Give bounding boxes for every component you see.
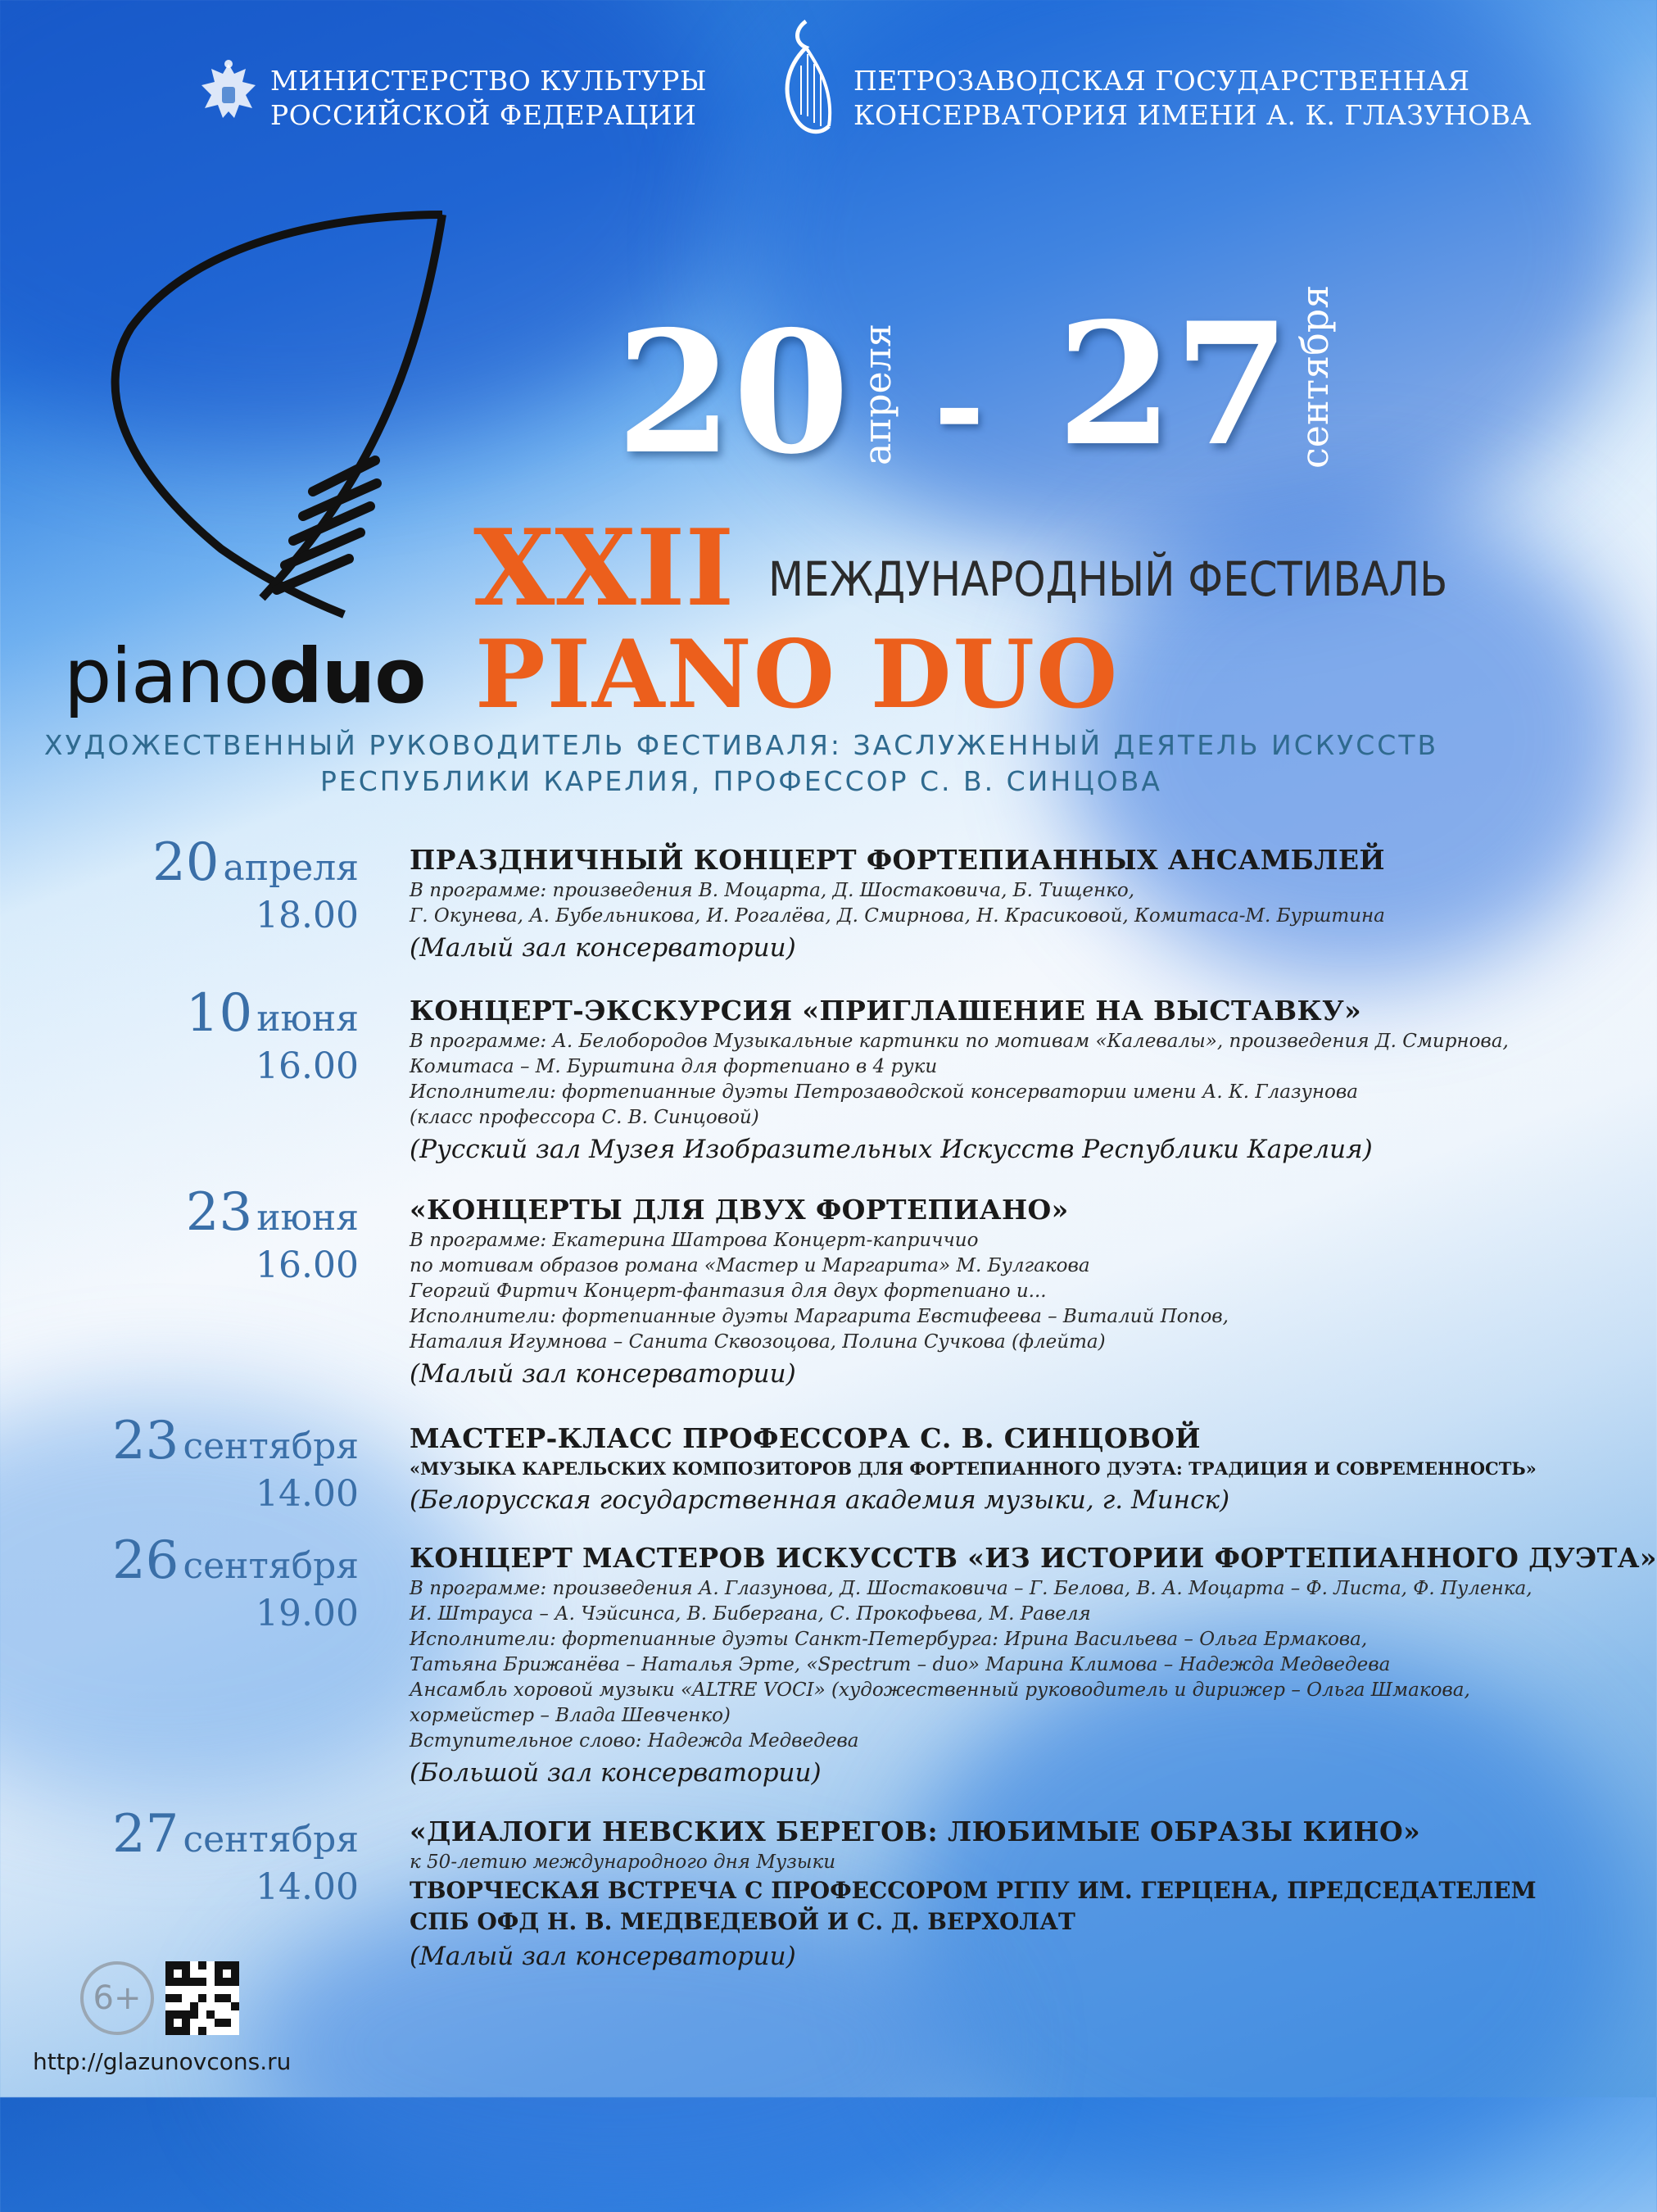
event-program-line: Г. Окунева, А. Бубельникова, И. Рогалёва, Д. Смирнова, Н. Красиковой, Комитаса-М. Бурштина	[410, 905, 1385, 927]
event-venue: (Малый зал консерватории)	[410, 1942, 796, 1971]
event-details	[410, 993, 1509, 1168]
event-day: 27	[111, 1804, 179, 1865]
event-time: 16.00	[256, 1244, 359, 1286]
festival-kind: МЕЖДУНАРОДНЫЙ ФЕСТИВАЛЬ	[768, 551, 1448, 607]
start-day: 20	[616, 295, 850, 492]
festival-director	[0, 728, 1483, 800]
event-program-line: Георгий Фиртич Концерт-фантазия для двух фортепиано и...	[410, 1281, 1047, 1302]
age-rating-badge: 6+	[80, 1961, 154, 2035]
event-month: сентября	[183, 1545, 359, 1587]
event-time: 19.00	[256, 1593, 359, 1634]
event-venue: (Малый зал консерватории)	[410, 933, 796, 963]
start-month: апреля	[855, 324, 899, 465]
director-line-1: ХУДОЖЕСТВЕННЫЙ РУКОВОДИТЕЛЬ ФЕСТИВАЛЯ: ЗАСЛУЖЕННЫЙ ДЕЯТЕЛЬ ИСКУССТВ	[43, 729, 1439, 761]
event-time: 18.00	[256, 895, 359, 936]
event-subtitle: «МУЗЫКА КАРЕЛЬСКИХ КОМПОЗИТОРОВ ДЛЯ ФОРТЕПИАННОГО ДУЭТА: ТРАДИЦИЯ И СОВРЕМЕННОСТЬ»	[410, 1458, 1537, 1479]
event-day: 10	[185, 983, 253, 1044]
event-venue: (Большой зал консерватории)	[410, 1758, 822, 1788]
harp-logo-icon	[762, 18, 852, 141]
event-program-line: Исполнители: фортепианные дуэты Санкт-Петербурга: Ирина Васильева – Ольга Ермакова,	[410, 1629, 1368, 1650]
event-date	[186, 983, 359, 1087]
event-program-line: В программе: произведения А. Глазунова, Д. Шостаковича – Г. Белова, В. А. Моцарта – Ф. Листа, Ф. Пуленка,	[410, 1578, 1532, 1599]
date-dash: -	[934, 334, 985, 478]
event-day: 20	[152, 832, 220, 893]
event-date	[152, 832, 359, 936]
event-program-line: Исполнители: фортепианные дуэты Петрозаводской консерватории имени А. К. Глазунова	[410, 1081, 1358, 1103]
event-details	[410, 1540, 1657, 1792]
event-title: МАСТЕР-КЛАСС ПРОФЕССОРА С. В. СИНЦОВОЙ	[410, 1422, 1202, 1454]
conservatory-line-2: КОНСЕРВАТОРИЯ ИМЕНИ А. К. ГЛАЗУНОВА	[853, 99, 1532, 131]
event-program-line: Наталия Игумнова – Санита Сквозоцова, Полина Сучкова (флейта)	[410, 1331, 1106, 1353]
event-day: 23	[111, 1411, 179, 1471]
event-program-line: (класс профессора С. В. Синцовой)	[410, 1107, 759, 1128]
event-program-line: В программе: Екатерина Шатрова Концерт-каприччио	[410, 1230, 979, 1251]
event-program-line: И. Штрауса – А. Чэйсинса, В. Бибергана, С. Прокофьева, М. Равеля	[410, 1603, 1091, 1625]
event-title: ПРАЗДНИЧНЫЙ КОНЦЕРТ ФОРТЕПИАННЫХ АНСАМБЛЕЙ	[410, 844, 1385, 876]
event-details	[410, 1192, 1450, 1393]
event-month: сентября	[183, 1426, 359, 1467]
event-program-line: хормейстер – Влада Шевченко)	[410, 1705, 731, 1726]
festival-name: PIANO DUO	[475, 619, 1120, 729]
event-title: «ДИАЛОГИ НЕВСКИХ БЕРЕГОВ: ЛЮБИМЫЕ ОБРАЗЫ КИНО»	[410, 1815, 1421, 1847]
event-venue: (Белорусская государственная академия музыки, г. Минск)	[410, 1485, 1230, 1515]
event-program-line: по мотивам образов романа «Мастер и Маргарита» М. Булгакова	[410, 1255, 1090, 1276]
event-day: 23	[185, 1182, 253, 1243]
event-month: июня	[256, 998, 359, 1040]
event-details	[410, 1421, 1537, 1519]
event-title: «КОНЦЕРТЫ ДЛЯ ДВУХ ФОРТЕПИАНО»	[410, 1194, 1069, 1226]
ministry-line-1: МИНИСТЕРСТВО КУЛЬТУРЫ	[270, 65, 707, 97]
event-bold-line: СПБ ОФД Н. В. МЕДВЕДЕВОЙ И С. Д. ВЕРХОЛАТ	[410, 1908, 1075, 1935]
event-month: июня	[256, 1197, 359, 1239]
event-program-line: Ансамбль хоровой музыки «ALTRE VOCI» (художественный руководитель и дирижер – Ольга Шмакова,	[410, 1679, 1470, 1701]
festival-number: XXII	[473, 507, 735, 630]
event-date	[112, 1411, 359, 1515]
event-month: апреля	[223, 847, 359, 889]
event-date	[186, 1182, 359, 1286]
pianoduo-logo-text	[64, 632, 426, 720]
director-line-2: РЕСПУБЛИКИ КАРЕЛИЯ, ПРОФЕССОР С. В. СИНЦОВА	[319, 765, 1162, 797]
event-time: 14.00	[256, 1473, 359, 1515]
event-program-line: Исполнители: фортепианные дуэты Маргарита Евстифеева – Виталий Попов,	[410, 1306, 1229, 1327]
event-date	[112, 1804, 359, 1908]
event-program-line: В программе: произведения В. Моцарта, Д. Шостаковича, Б. Тищенко,	[410, 880, 1135, 901]
event-time: 14.00	[256, 1866, 359, 1908]
end-month: сентября	[1293, 284, 1337, 469]
logo-text-duo: duo	[268, 632, 426, 720]
event-program-line: Вступительное слово: Надежда Медведева	[410, 1730, 859, 1752]
end-day: 27	[1057, 287, 1291, 483]
qr-code-icon	[165, 1961, 239, 2035]
event-bold-line: ТВОРЧЕСКАЯ ВСТРЕЧА С ПРОФЕССОРОМ РГПУ ИМ. ГЕРЦЕНА, ПРЕДСЕДАТЕЛЕМ	[410, 1877, 1537, 1904]
event-program-line: Комитаса – М. Бурштина для фортепиано в 4 руки	[410, 1056, 938, 1077]
event-title: КОНЦЕРТ МАСТЕРОВ ИСКУССТВ «ИЗ ИСТОРИИ ФОРТЕПИАННОГО ДУЭТА»	[410, 1542, 1657, 1574]
event-details	[410, 1814, 1537, 1975]
event-venue: (Малый зал консерватории)	[410, 1359, 796, 1389]
event-title: КОНЦЕРТ-ЭКСКУРСИЯ «ПРИГЛАШЕНИЕ НА ВЫСТАВКУ»	[410, 995, 1362, 1027]
logo-text-piano: piano	[64, 632, 269, 720]
russian-coat-of-arms-icon	[195, 57, 262, 131]
event-time: 16.00	[256, 1045, 359, 1087]
event-program-line: В программе: А. Белобородов Музыкальные картинки по мотивам «Калевалы», произведения Д. Смирнова,	[410, 1031, 1509, 1052]
website-url[interactable]: http://glazunovcons.ru	[33, 2048, 292, 2075]
event-program-line: Татьяна Брижанёва – Наталья Эрте, «Spectrum – duo» Марина Климова – Надежда Медведева	[410, 1654, 1391, 1675]
event-day: 26	[111, 1530, 179, 1591]
conservatory-line-1: ПЕТРОЗАВОДСКАЯ ГОСУДАРСТВЕННАЯ	[853, 65, 1470, 97]
event-month: сентября	[183, 1819, 359, 1861]
event-venue: (Русский зал Музея Изобразительных Искусств Республики Карелия)	[410, 1135, 1373, 1164]
ministry-line-2: РОССИЙСКОЙ ФЕДЕРАЦИИ	[270, 99, 697, 131]
piano-lid-logo-icon	[98, 205, 459, 631]
event-program-line: к 50-летию международного дня Музыки	[410, 1852, 836, 1873]
event-details	[410, 842, 1450, 967]
event-date	[112, 1530, 359, 1634]
